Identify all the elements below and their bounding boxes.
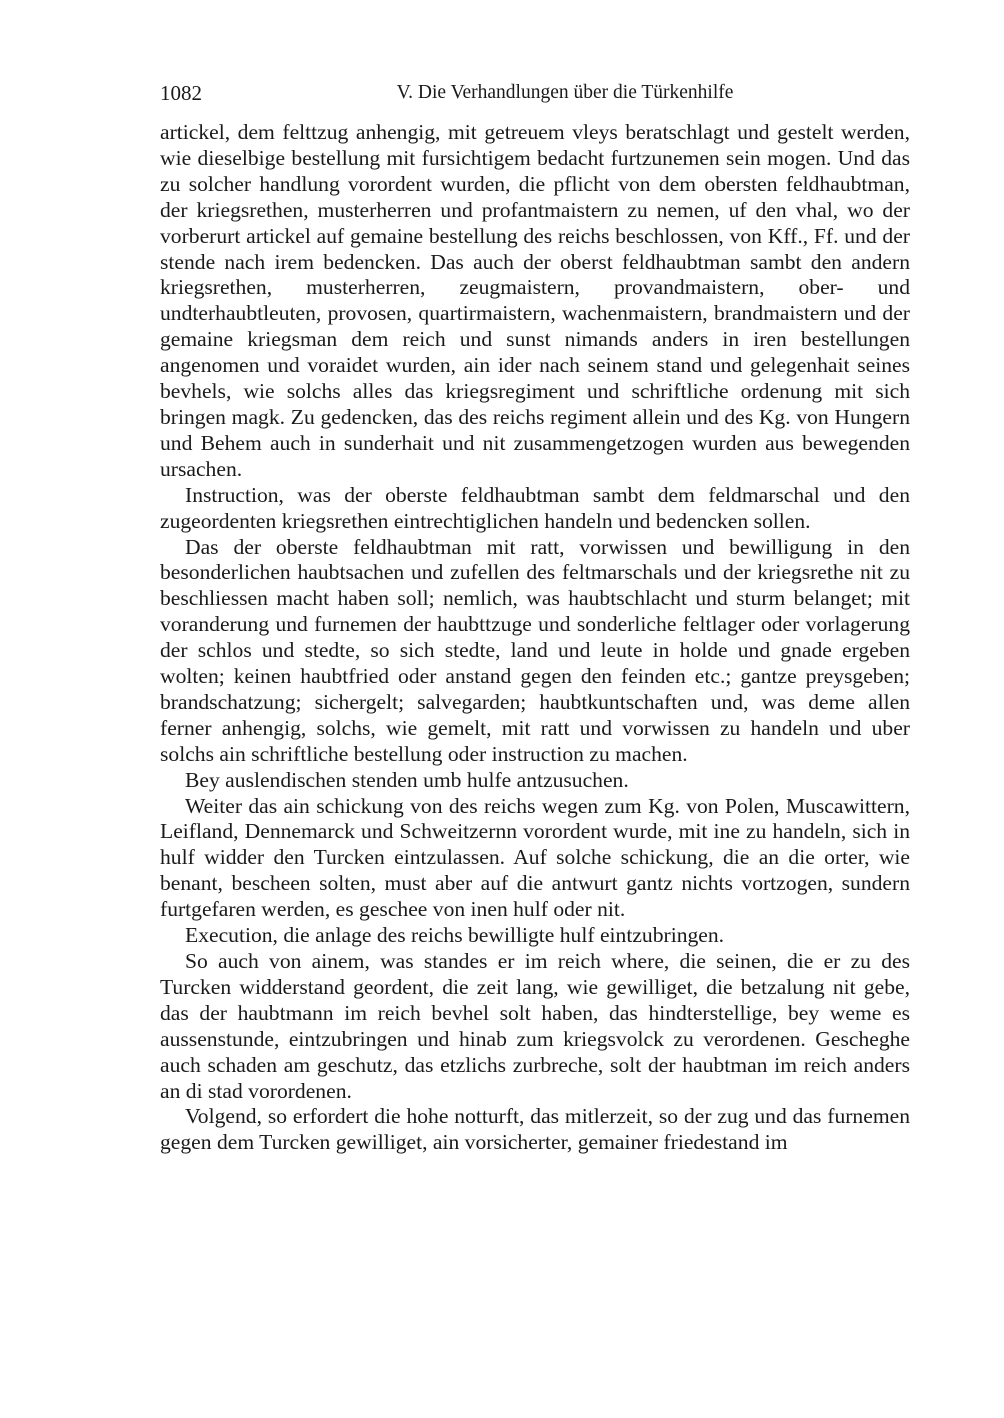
paragraph: Execution, die anlage des reichs bewilligte hulf eintzubringen. [185, 923, 725, 948]
body-text [160, 120, 910, 1156]
page-number: 1082 [160, 81, 202, 105]
running-head [160, 78, 910, 108]
paragraph: Bey auslendischen stenden umb hulfe antzusuchen. [185, 767, 629, 792]
paragraph: Volgend, so erfordert die hohe notturft, das mitlerzeit, so der zug und das furnemen gegen dem Turcken gewilliget, ain vorsicherter, gemainer friedestand im [160, 1104, 910, 1155]
paragraph: Instruction, was der oberste feldhaubtman sambt dem feldmarschal und den zugeordenten kriegsrethen eintrechtiglichen handeln und bedencken sollen. [160, 482, 910, 533]
document-page [160, 78, 910, 1156]
paragraph: Weiter das ain schickung von des reichs wegen zum Kg. von Polen, Muscawittern, Leifland, Dennemarck und Schweitzernn vorordent wurde, mit ine zu handeln, sich in hulf widder den Turcken eintzulassen. Auf solche schickung, die an die orter, wie benant, bescheen solten, must aber auf die antwurt gantz nichts vortzogen, sundern furtgefaren werden, es geschee von inen hulf oder nit. [160, 793, 910, 922]
paragraph: So auch von ainem, was standes er im reich where, die seinen, die er zu des Turcken widderstand geordent, die zeit lang, wie gewilliget, die betzalung nit gebe, das der haubtmann im reich bevhel solt haben, das hindterstellige, bey weme es aussenstunde, eintzubringen und hinab zum kriegsvolck zu verordenen. Gescheghe auch schaden am geschutz, das etzlichs zurbreche, solt der haubtman im reich anders an di stad vorordenen. [160, 949, 910, 1103]
paragraph: artickel, dem felttzug anhengig, mit getreuem vleys beratschlagt und gestelt werden, wie dieselbige bestellung mit fursichtigem bedacht furtzunemen sein mogen. Und das zu solcher handlung vorordent wurden, die pflicht von dem obersten feldhaubtman, der kriegsrethen, musterherren und profantmaistern zu nemen, uf den vhal, wo der vorberurt artickel auf gemaine bestellung des reichs beschlossen, von Kff., Ff. und der stende nach irem bedencken. Das auch der oberst feldhaubtman sambt den andern kriegsrethen, musterherren, zeugmaistern, provandmaistern, ober- und undterhaubtleuten, provosen, quartirmaistern, wachenmaistern, brandmaistern und der gemaine kriegsman dem reich und sunst nimands anders in iren bestellungen angenomen und voraidet wurden, ain ider nach seinem stand und gelegenhait seines bevhels, wie solchs alles das kriegsregiment und schriftliche ordenung mit sich bringen magk. Zu gedencken, das des reichs regiment allein und des Kg. von Hungern und Behem auch in sunderhait und nit zusammengetzogen wurden aus bewegenden ursachen. [160, 120, 910, 481]
running-head-title: V. Die Verhandlungen über die Türkenhilfe [396, 82, 734, 103]
paragraph: Das der oberste feldhaubtman mit ratt, vorwissen und bewilligung in den besonderlichen haubtsachen und zufellen des feltmarschals und der kriegsrethe nit zu beschliessen macht haben soll; nemlich, was haubtschlacht und sturm belanget; mit voranderung und furnemen der haubttzuge und sonderliche feltlager oder vorlagerung der schlos und stedte, so sich stedte, land und leute in holde und gnade ergeben wolten; keinen haubtfried oder anstand gegen den feinden etc.; gantze preysgeben; brandschatzung; sichergelt; salvegarden; haubtkuntschaften und, was deme allen ferner anhengig, solchs, wie gemelt, mit ratt und vorwissen zu handeln und uber solchs ain schriftliche bestellung oder instruction zu machen. [160, 534, 910, 766]
